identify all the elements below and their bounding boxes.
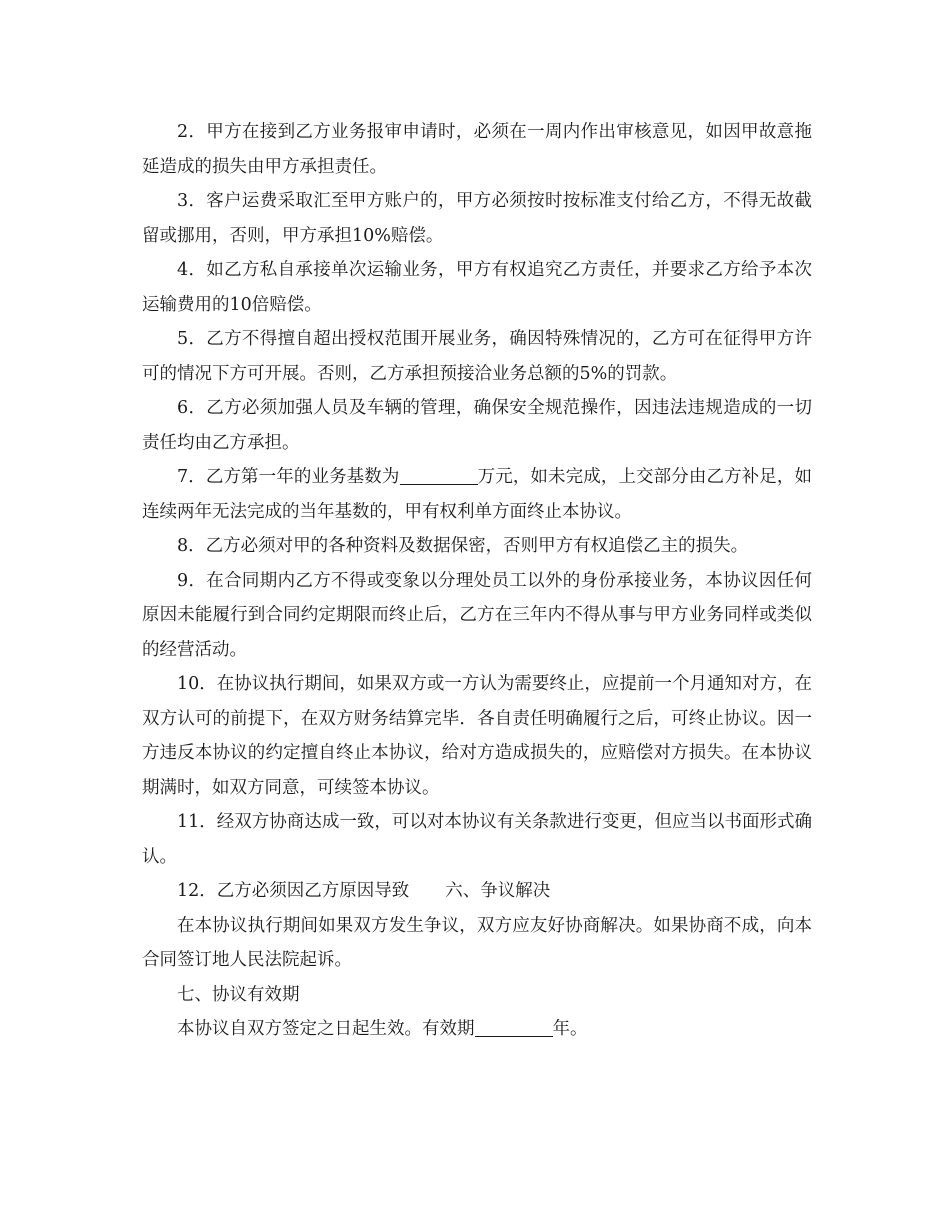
clause-12 xyxy=(142,874,812,909)
clause-7 xyxy=(142,460,812,529)
clause-8: 8．乙方必须对甲的各种资料及数据保密，否则甲方有权追偿乙主的损失。 xyxy=(177,536,749,556)
section-dispute-heading: 六、争议解决 xyxy=(445,881,551,901)
business-base-blank xyxy=(400,466,478,485)
validity-after: 年。 xyxy=(552,1019,588,1039)
clause-7-before: 7．乙方第一年的业务基数为 xyxy=(177,467,400,487)
dispute-text: 在本协议执行期间如果双方发生争议，双方应友好协商解决。如果协商不成，向本合同签订地人民法院起诉。 xyxy=(142,915,812,970)
clause-11: 11．经双方协商达成一致，可以对本协议有关条款进行变更，但应当以书面形式确认。 xyxy=(142,812,812,867)
document-body xyxy=(142,115,812,1047)
clause-5: 5．乙方不得擅自超出授权范围开展业务，确因特殊情况的，乙方可在征得甲方许可的情况下方可开展。否则，乙方承担预接洽业务总额的5%的罚款。 xyxy=(142,329,812,384)
clause-2: 2．甲方在接到乙方业务报审申请时，必须在一周内作出审核意见，如因甲故意拖延造成的损失由甲方承担责任。 xyxy=(142,122,812,177)
clause-4: 4．如乙方私自承接单次运输业务，甲方有权追究乙方责任，并要求乙方给予本次运输费用的10倍赔偿。 xyxy=(142,260,812,315)
validity-text xyxy=(142,1012,812,1047)
clause-6: 6．乙方必须加强人员及车辆的管理，确保安全规范操作，因违法违规造成的一切责任均由乙方承担。 xyxy=(142,398,812,453)
section-validity-heading: 七、协议有效期 xyxy=(177,984,300,1005)
clause-3: 3．客户运费采取汇至甲方账户的，甲方必须按时按标准支付给乙方，不得无故截留或挪用，否则，甲方承担10%赔偿。 xyxy=(142,191,812,246)
clause-9: 9．在合同期内乙方不得或变象以分理处员工以外的身份承接业务，本协议因任何原因未能履行到合同约定期限而终止后，乙方在三年内不得从事与甲方业务同样或类似的经营活动。 xyxy=(142,570,812,660)
clause-12-text: 12．乙方必须因乙方原因导致 xyxy=(177,881,410,901)
validity-before: 本协议自双方签定之日起生效。有效期 xyxy=(177,1019,475,1039)
clause-7-after: 万元，如未完成，上交部分由乙方补足，如连续两年无法完成的当年基数的，甲有权利单方面终止本协议。 xyxy=(142,467,812,522)
validity-years-blank xyxy=(475,1018,553,1037)
clause-10: 10．在协议执行期间，如果双方或一方认为需要终止，应提前一个月通知对方，在双方认可的前提下，在双方财务结算完毕．各自责任明确履行之后，可终止协议。因一方违反本协议的约定擅自终止本协议，给对方造成损失的，应赔偿对方损失。在本协议期满时，如双方同意，可续签本协议。 xyxy=(142,674,812,798)
